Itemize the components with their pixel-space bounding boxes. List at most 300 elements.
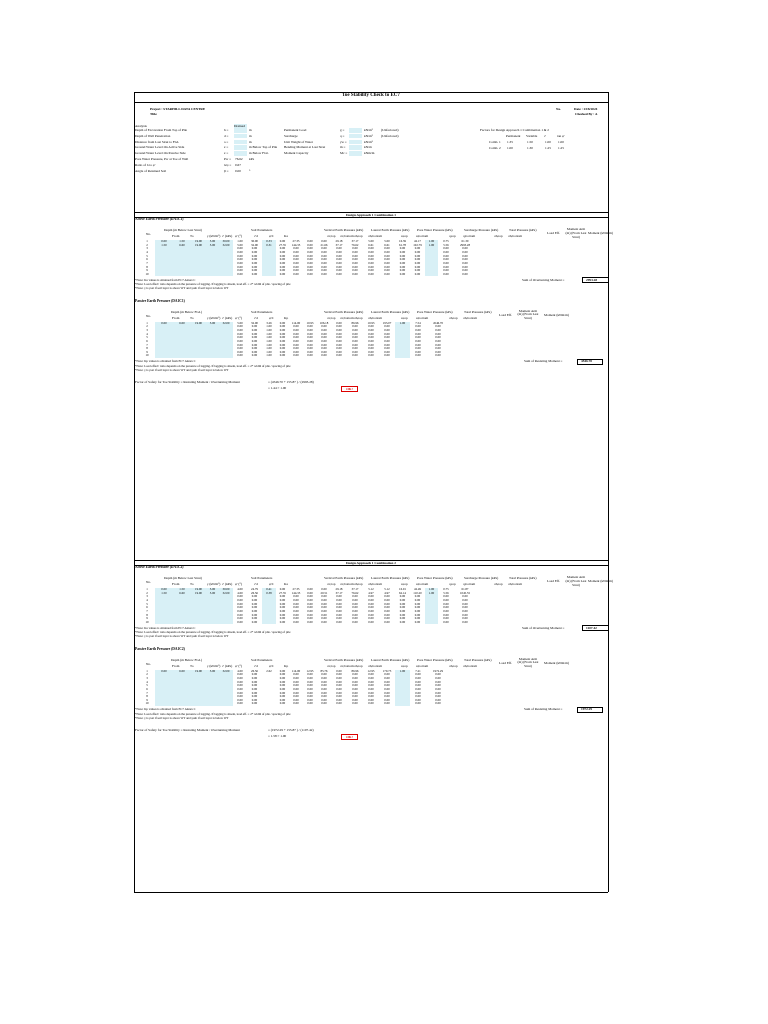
table-cell: 0.00 [321, 350, 327, 354]
table-cell: 0.00 [321, 258, 327, 262]
col-lf-header: Load Eff. [499, 660, 512, 665]
col-tot-header: Total Pressure (kPa) [509, 228, 537, 232]
col-sub-header: c' (kPa) [222, 582, 233, 586]
table-cell: 0.00 [399, 258, 406, 262]
table-cell: 0.00 [237, 354, 243, 358]
table-cell: 0.00 [251, 332, 258, 336]
table-cell: 6 [146, 687, 148, 691]
table-cell: 0.33 [262, 240, 276, 244]
table-cell: 0.00 [279, 350, 286, 354]
table-cell: 0.00 [462, 620, 468, 624]
table-cell: 0.00 [414, 613, 421, 617]
table-cell: 0.00 [336, 609, 342, 613]
table-cell: 2 [146, 591, 148, 595]
table-cell: 0.00 [384, 272, 390, 276]
param-unit: kPa [249, 157, 255, 161]
table-cell: 0.00 [307, 261, 313, 265]
table-cell: 4 [146, 680, 148, 684]
table-row [139, 702, 450, 706]
table-cell: 0.00 [368, 261, 374, 265]
table-cell: 0.00 [352, 247, 358, 251]
col-lat-header: Lateral Earth Pressure (kPa) [371, 657, 410, 662]
table-cell: 0.00 [321, 347, 327, 351]
drained-label: Drained [234, 124, 245, 128]
table-cell: 0.00 [352, 250, 358, 254]
table-cell: 0.00 [237, 676, 243, 680]
table-cell: 0.00 [462, 595, 468, 599]
table-cell: 0.00 [384, 606, 390, 610]
table-cell: 0.00 [279, 606, 286, 610]
load-note: (Unfactored) [381, 128, 399, 132]
table-cell: 0.00 [279, 588, 286, 592]
table-cell [425, 273, 438, 277]
table-cell: 0.00 [237, 680, 243, 684]
col-sub-header: γ (kN/m³) [207, 234, 221, 238]
factor-header: tan φ' [557, 134, 565, 138]
table-cell: 0.00 [307, 325, 313, 329]
table-cell: 0.00 [414, 254, 421, 258]
col-sub-header: u,top [401, 582, 408, 586]
table-cell: 0.00 [307, 269, 313, 273]
param-symbol: δ/φ = [224, 162, 232, 167]
table-cell: 5.00 [206, 588, 219, 592]
table-cell: 0.00 [293, 673, 299, 677]
table-cell: 0.00 [237, 684, 243, 688]
table-cell: 85.76 [320, 669, 328, 673]
table-cell: 8 [146, 613, 148, 617]
table-cell: 0.00 [414, 258, 421, 262]
table-cell: 0.00 [462, 250, 468, 254]
table-cell: 0.00 [384, 609, 390, 613]
table-cell: 0.00 [336, 332, 342, 336]
col-vert-header: Vertical Earth Pressure (kPa) [324, 309, 364, 314]
table-cell: 0.00 [293, 250, 299, 254]
table-cell: 0.00 [237, 272, 243, 276]
table-cell: 0.00 [251, 350, 258, 354]
table-cell: 6.00 [173, 322, 191, 326]
table-cell: 0.00 [352, 695, 358, 699]
table-cell: 0.00 [279, 339, 286, 343]
table-cell: 0.00 [293, 613, 299, 617]
table-cell: 0.00 [307, 673, 313, 677]
table-cell: 0.00 [415, 691, 421, 695]
table-cell: 32.00 [251, 321, 258, 325]
table-row [139, 354, 450, 358]
table-cell: 0.00 [352, 698, 358, 702]
col-sub-header: To [190, 582, 194, 586]
factor-row-label: Comb. 1 [489, 140, 501, 144]
table-cell: 0.00 [237, 247, 243, 251]
table-cell [155, 354, 173, 358]
table-cell: 0.00 [352, 332, 358, 336]
table-cell: 0.00 [336, 669, 342, 673]
table-cell: 0.00 [336, 265, 342, 269]
col-sub-header: σv,bottom [340, 315, 354, 320]
table-cell: 0.00 [443, 250, 449, 254]
col-sub-header: σh,top [354, 315, 363, 320]
table-cell: 0.00 [352, 272, 358, 276]
table-cell: 19.00 [191, 588, 206, 592]
table-cell: 0.31 [262, 244, 276, 248]
table-cell: 0.00 [237, 347, 243, 351]
table-cell: 0.00 [462, 258, 468, 262]
table-cell: 0.00 [435, 676, 441, 680]
table-cell: 0.00 [368, 680, 374, 684]
table-cell: 0.00 [279, 613, 286, 617]
table-cell: 0.00 [352, 265, 358, 269]
table-cell: 10 [145, 354, 149, 358]
table-cell: 0.00 [321, 606, 327, 610]
table-cell: 19.00 [191, 592, 206, 596]
table-row [139, 273, 476, 277]
table-cell: 9 [146, 698, 148, 702]
factor-value: 1.50 [527, 140, 533, 144]
param-label: Distance from Last Strut to FGL [135, 139, 180, 144]
table-cell: 62.14 [399, 591, 406, 595]
table-cell: 0.00 [279, 269, 286, 273]
table-cell: 0.00 [352, 676, 358, 680]
col-sub-header: σv,top [327, 315, 336, 320]
table-cell: 0.00 [415, 336, 421, 340]
table-cell: 0.00 [415, 698, 421, 702]
sum-label: Sum of Resisting Moment = [524, 707, 563, 712]
table-cell: 0.00 [251, 695, 258, 699]
param-unit: m Below FGL [249, 151, 269, 156]
col-sub-header: φ'd [269, 663, 274, 668]
table-cell: 0.00 [336, 620, 342, 624]
col-sub-header: c'd [254, 315, 258, 320]
table-cell: 0.00 [415, 684, 421, 688]
table-cell: 26.56 [251, 669, 258, 673]
table-cell: 0.00 [368, 328, 374, 332]
no-label: No. [556, 107, 561, 111]
table-cell: 0.00 [352, 673, 358, 677]
table-cell: 0.00 [293, 595, 299, 599]
table-cell: 0.00 [307, 265, 313, 269]
table-cell: 0.00 [462, 602, 468, 606]
col-sub-header: u,top [401, 663, 408, 668]
table-cell: 0.00 [237, 606, 243, 610]
table-cell: 0.00 [237, 336, 243, 340]
table-cell: 5 [146, 602, 148, 606]
table-cell: 1.00 [237, 240, 243, 244]
table-cell: 0.00 [352, 702, 358, 706]
table-cell: 0.00 [321, 695, 327, 699]
table-cell: 0.00 [336, 673, 342, 677]
table-cell: 0.00 [279, 332, 286, 336]
col-depth-header: Depth (m Below Last Strut) [164, 576, 202, 580]
table-cell: 0.00 [336, 676, 342, 680]
col-sub-header: u,top [401, 315, 408, 320]
table-cell: 0.00 [352, 691, 358, 695]
table-cell: 0.00 [237, 265, 243, 269]
table-cell: 0.00 [384, 617, 390, 621]
table-cell: 0.00 [155, 240, 173, 244]
table-cell: 0.00 [415, 347, 421, 351]
table-cell: 0.00 [279, 254, 286, 258]
table-cell: 0.00 [415, 339, 421, 343]
table-cell: 0.00 [336, 350, 342, 354]
table-cell: 0.00 [336, 595, 342, 599]
factor-value: 1.00 [507, 146, 513, 150]
col-sub-header: σv,top [327, 582, 336, 586]
table-cell: 2 [146, 325, 148, 329]
combination-title: Design Approach 1 Combination 1 [346, 212, 396, 217]
table-cell: 0.00 [336, 339, 342, 343]
table-cell: 0.00 [307, 676, 313, 680]
table-cell: 0.00 [237, 339, 243, 343]
table-cell: 0.00 [307, 250, 313, 254]
load-symbol: Mc = [340, 151, 348, 156]
param-label: Depth of Wall Penetration [135, 133, 171, 138]
param-unit: m Below Top of Pile [249, 145, 278, 150]
col-tot-header: Total Pressure (kPa) [464, 657, 492, 662]
table-cell: 0.00 [155, 588, 173, 592]
table-cell: 0.00 [293, 350, 299, 354]
load-symbol: m = [340, 145, 346, 150]
table-cell: 0.00 [237, 250, 243, 254]
table-cell: 1.00 [266, 332, 272, 336]
table-cell: 0.00 [293, 269, 299, 273]
table-cell: 0.00 [352, 269, 358, 273]
table-cell: 0.00 [293, 602, 299, 606]
factor-value: 1.25 [545, 146, 551, 150]
table-cell: 0.00 [384, 332, 390, 336]
table-cell: 0.41 [262, 588, 276, 592]
table-cell: 0.00 [399, 595, 406, 599]
note-text: *Note: Ka values is obtained from EC7 Annex C [135, 277, 196, 282]
table-cell: 1 [146, 240, 148, 244]
col-depth-header: Depth (m Below FGL) [171, 309, 202, 314]
table-cell: 0.00 [307, 347, 313, 351]
table-cell: 61.87 [461, 588, 469, 592]
table-cell: 0.00 [321, 687, 327, 691]
table-cell: 0.00 [368, 269, 374, 273]
table-cell: 0.00 [336, 343, 342, 347]
col-sub-header: From [172, 315, 180, 320]
factor-value: 1.35 [507, 140, 513, 144]
note-text: *Note: Kp values is obtained from EC7 Annex C [135, 707, 196, 712]
table-cell: 0.00 [293, 354, 299, 358]
table-cell: 0.00 [279, 680, 286, 684]
table-cell [173, 702, 191, 706]
table-cell: 0.00 [462, 598, 468, 602]
table-cell: 5.56 [443, 591, 449, 595]
sum-value: 1107.42 [586, 625, 597, 630]
table-cell: 0.00 [279, 321, 286, 325]
param-value: 76.62 [235, 157, 243, 161]
table-cell: 0.00 [293, 332, 299, 336]
table-cell: 0.00 [368, 676, 374, 680]
col-sub-header: u,bottom [416, 234, 429, 238]
load-unit: kN/m² [364, 128, 373, 132]
table-cell: 0.00 [414, 598, 421, 602]
col-sub-header: σh,top [354, 234, 363, 238]
table-cell: 6 [146, 258, 148, 262]
table-cell: 0.00 [384, 595, 390, 599]
col-sub-header: σh,top [494, 582, 503, 586]
table-cell: 0.00 [368, 606, 374, 610]
table-cell [206, 273, 219, 277]
table-cell: 0.00 [384, 254, 390, 258]
load-symbol: q = [340, 133, 345, 138]
table-cell: 10 [145, 702, 149, 706]
table-cell: 32.00 [219, 592, 233, 596]
col-lf-header: Load Eff. [547, 579, 560, 583]
table-cell: 0.00 [307, 602, 313, 606]
col-sub-header: σv,bottom [340, 234, 354, 238]
table-cell: 1.50 [173, 588, 191, 592]
load-note: (Unfactored) [381, 133, 399, 138]
col-sub-header: q,top [449, 234, 456, 238]
col-sub-header: From [172, 234, 180, 238]
param-symbol: Pw = [224, 157, 232, 161]
table-cell: 0.00 [251, 258, 258, 262]
sum-label: Sum of Resisting Moment = [524, 359, 563, 364]
table-row [139, 621, 476, 625]
table-cell: 0.00 [293, 258, 299, 262]
table-cell: 9 [146, 617, 148, 621]
table-cell: 21.66 [320, 243, 328, 247]
col-sub-header: σh,bottom [368, 234, 382, 238]
col-pw-header: Pore Water Pressure (kPa) [417, 576, 453, 580]
table-cell: 1 [146, 321, 148, 325]
table-cell: 0.00 [443, 617, 449, 621]
col-sub-header: φ'd [269, 234, 274, 238]
table-cell: 30.00 [251, 240, 258, 244]
table-cell: 0.00 [399, 617, 406, 621]
table-cell: 0.00 [321, 698, 327, 702]
table-cell: 0.00 [293, 325, 299, 329]
note-text: *Note: Load effect/ ratio depends on the presence of lagging. If lagging is absent, load eff. = 2* width of pile / spacing of pile [135, 363, 291, 368]
table-cell: 27.35 [292, 588, 300, 592]
table-cell [191, 621, 206, 625]
table-cell: 0.00 [336, 328, 342, 332]
table-cell: 0.00 [443, 598, 449, 602]
table-cell [173, 273, 191, 277]
factor-value: 1.25 [558, 146, 564, 150]
col-sub-header: φ' (°) [235, 315, 243, 320]
table-cell: 0.00 [293, 617, 299, 621]
table-cell: 0.00 [279, 325, 286, 329]
table-cell: 0.00 [237, 602, 243, 606]
col-sub-header: σh,bottom [368, 663, 382, 668]
table-cell [173, 354, 191, 358]
table-cell: 0.00 [443, 261, 449, 265]
col-sub-header: c' (kPa) [222, 663, 233, 668]
table-cell: 0.00 [336, 247, 342, 251]
table-cell: 42.49 [414, 588, 421, 592]
table-cell: 0.00 [443, 595, 449, 599]
table-cell: 0.00 [321, 339, 327, 343]
table-cell: 0.00 [414, 269, 421, 273]
sum-value: 1972.29 [581, 707, 593, 712]
table-cell: 0.00 [237, 687, 243, 691]
table-cell: 0.00 [443, 247, 449, 251]
table-cell: 0.00 [307, 343, 313, 347]
col-sub-header: To [190, 315, 194, 320]
table-cell: 1.00 [266, 347, 272, 351]
table-cell: 0.00 [321, 261, 327, 265]
table-cell: 0.00 [352, 328, 358, 332]
table-cell: 0.00 [279, 687, 286, 691]
param-symbol: z = [224, 151, 229, 156]
table-cell: 0.00 [293, 620, 299, 624]
col-sub-header: To [190, 234, 194, 238]
table-cell: 0.00 [251, 620, 258, 624]
table-cell: 0.00 [251, 272, 258, 276]
table-cell: 86.96 [351, 669, 359, 673]
table-cell: 0.00 [352, 617, 358, 621]
date-label: Date : 23/8/2024 [574, 107, 598, 111]
table-cell: 0.00 [321, 336, 327, 340]
table-cell: 0.00 [384, 687, 390, 691]
table-cell: 0.00 [352, 598, 358, 602]
table-cell: 27.35 [279, 591, 286, 595]
table-cell: 29.18 [335, 240, 343, 244]
passive-pressure-table [139, 670, 450, 706]
table-cell: 0.00 [415, 680, 421, 684]
table-cell: 29.18 [335, 588, 343, 592]
fos-line2: = 1.44 > 1.00 [268, 386, 287, 391]
col-lat-header: Lateral Earth Pressure (kPa) [371, 228, 410, 232]
table-cell: 0.00 [399, 254, 406, 258]
col-sub-header: c' (kPa) [222, 315, 233, 320]
table-cell: 0.00 [251, 336, 258, 340]
table-cell: 0.00 [293, 676, 299, 680]
table-cell: 0.00 [443, 602, 449, 606]
table-cell: 10.93 [306, 321, 314, 325]
table-cell: 1.00 [266, 339, 272, 343]
table-cell: 0.00 [368, 343, 374, 347]
factor-value: 1.00 [545, 140, 551, 144]
table-cell: 32.00 [219, 670, 233, 674]
table-cell: 0.00 [336, 269, 342, 273]
table-cell: 0.00 [368, 254, 374, 258]
table-cell: 0.00 [384, 343, 390, 347]
col-sub-header: From [172, 582, 180, 586]
table-cell: 0.00 [279, 691, 286, 695]
table-cell: 76.62 [351, 243, 359, 247]
table-cell: 0.00 [251, 617, 258, 621]
table-cell: 0.00 [307, 354, 313, 358]
table-cell: 0.00 [321, 676, 327, 680]
table-cell: 0.00 [336, 695, 342, 699]
col-sub-header: σh,bottom [508, 234, 522, 238]
table-cell: 0.00 [307, 613, 313, 617]
table-cell: 0.75 [443, 588, 449, 592]
table-cell: 0.00 [414, 617, 421, 621]
table-cell: 0.00 [435, 698, 441, 702]
table-cell: 0.00 [435, 336, 441, 340]
table-cell: 61.30 [461, 240, 469, 244]
table-cell: 4.00 [237, 588, 243, 592]
table-cell: 0.00 [435, 687, 441, 691]
col-sub-header: u,bottom [416, 663, 429, 668]
table-cell: 0.00 [251, 247, 258, 251]
table-cell: 0.00 [237, 325, 243, 329]
table-cell: 0.00 [368, 687, 374, 691]
table-cell: 27.35 [279, 243, 286, 247]
table-cell: 0.00 [237, 617, 243, 621]
col-lat-header: Lateral Earth Pressure (kPa) [371, 309, 410, 314]
table-cell: 1 [146, 588, 148, 592]
load-label: Surcharge [284, 133, 298, 138]
table-cell: 170.73 [382, 669, 392, 673]
table-cell: 0.00 [321, 265, 327, 269]
table-cell: 0.00 [399, 609, 406, 613]
col-sub-header: Ka [284, 234, 288, 238]
